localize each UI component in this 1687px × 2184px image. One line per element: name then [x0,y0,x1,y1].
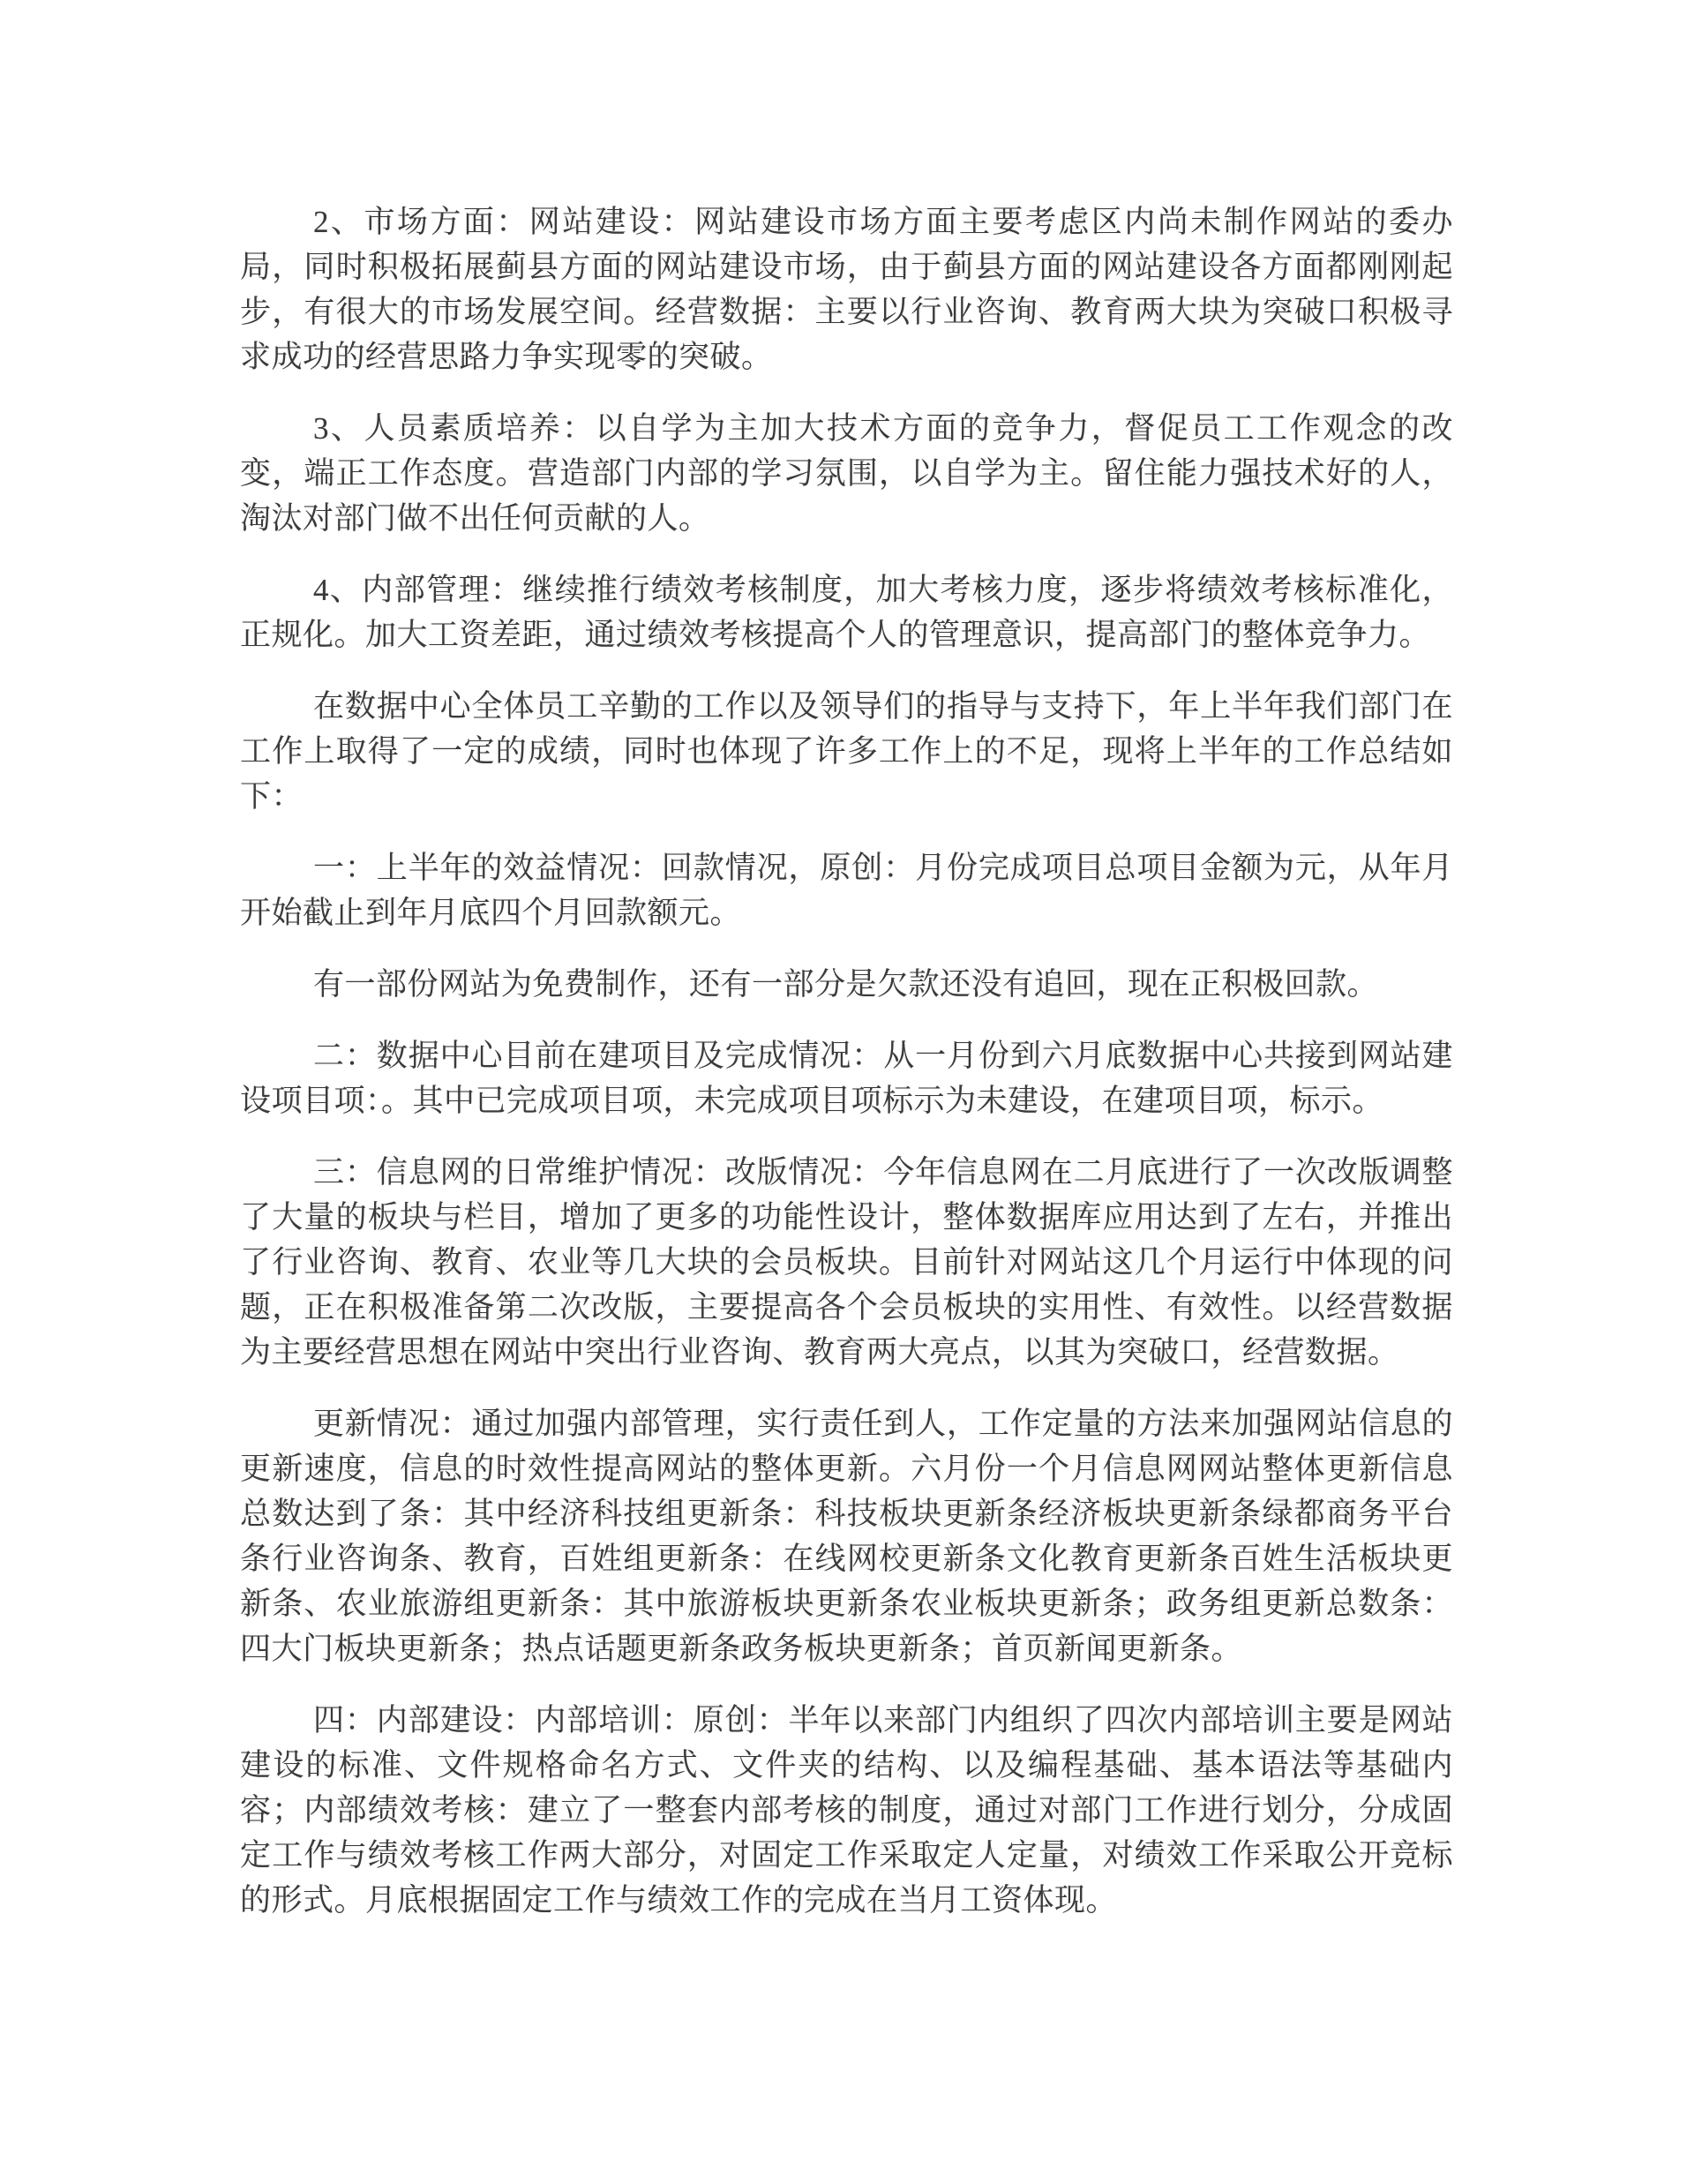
paragraph-benefit-situation: 一：上半年的效益情况：回款情况，原创：月份完成项目总项目金额为元，从年月开始截止到年月底四个月回款额元。 [240,851,1453,930]
paragraph-update-status: 更新情况：通过加强内部管理，实行责任到人，工作定量的方法来加强网站信息的更新速度，信息的时效性提高网站的整体更新。六月份一个月信息网网站整体更新信息总数达到了条：其中经济科技组更新条：科技板块更新条经济板块更新条绿都商务平台条行业咨询条、教育，百姓组更新条：在线网校更新条文化教育更新条百姓生活板块更新条、农业旅游组更新条：其中旅游板块更新条农业板块更新条；政务组更新总数条：四大门板块更新条；热点话题更新条政务板块更新条；首页新闻更新条。 [240,1407,1453,1666]
paragraph-intro-summary: 在数据中心全体员工辛勤的工作以及领导们的指导与支持下，年上半年我们部门在工作上取得了一定的成绩，同时也体现了许多工作上的不足，现将上半年的工作总结如下： [240,689,1453,814]
paragraph-projects-status: 二：数据中心目前在建项目及完成情况：从一月份到六月底数据中心共接到网站建设项目项：。其中已完成项目项，未完成项目项标示为未建设，在建项目项，标示。 [240,1039,1453,1118]
paragraph-personnel-training: 3、人员素质培养：以自学为主加大技术方面的竞争力，督促员工工作观念的改变，端正工作态度。营造部门内部的学习氛围，以自学为主。留住能力强技术好的人，淘汰对部门做不出任何贡献的人。 [240,411,1453,536]
paragraph-site-maintenance: 三：信息网的日常维护情况：改版情况：今年信息网在二月底进行了一次改版调整了大量的板块与栏目，增加了更多的功能性设计，整体数据库应用达到了左右，并推出了行业咨询、教育、农业等几大块的会员板块。目前针对网站这几个月运行中体现的问题，正在积极准备第二次改版，主要提高各个会员板块的实用性、有效性。以经营数据为主要经营思想在网站中突出行业咨询、教育两大亮点，以其为突破口，经营数据。 [240,1155,1453,1370]
paragraph-market: 2、市场方面：网站建设：网站建设市场方面主要考虑区内尚未制作网站的委办局，同时积极拓展蓟县方面的网站建设市场，由于蓟县方面的网站建设各方面都刚刚起步，有很大的市场发展空间。经营数据：主要以行业咨询、教育两大块为突破口积极寻求成功的经营思路力争实现零的突破。 [240,205,1453,374]
document-text-block [240,199,1453,1923]
paragraph-internal-construction: 四：内部建设：内部培训：原创：半年以来部门内组织了四次内部培训主要是网站建设的标准、文件规格命名方式、文件夹的结构、以及编程基础、基本语法等基础内容；内部绩效考核：建立了一整套内部考核的制度，通过对部门工作进行划分，分成固定工作与绩效考核工作两大部分，对固定工作采取定人定量，对绩效工作采取公开竞标的形式。月底根据固定工作与绩效工作的完成在当月工资体现。 [240,1703,1453,1918]
paragraph-free-sites-note: 有一部份网站为免费制作，还有一部分是欠款还没有追回，现在正积极回款。 [313,967,1379,1002]
paragraph-internal-management: 4、内部管理：继续推行绩效考核制度，加大考核力度，逐步将绩效考核标准化，正规化。加大工资差距，通过绩效考核提高个人的管理意识，提高部门的整体竞争力。 [240,573,1453,652]
